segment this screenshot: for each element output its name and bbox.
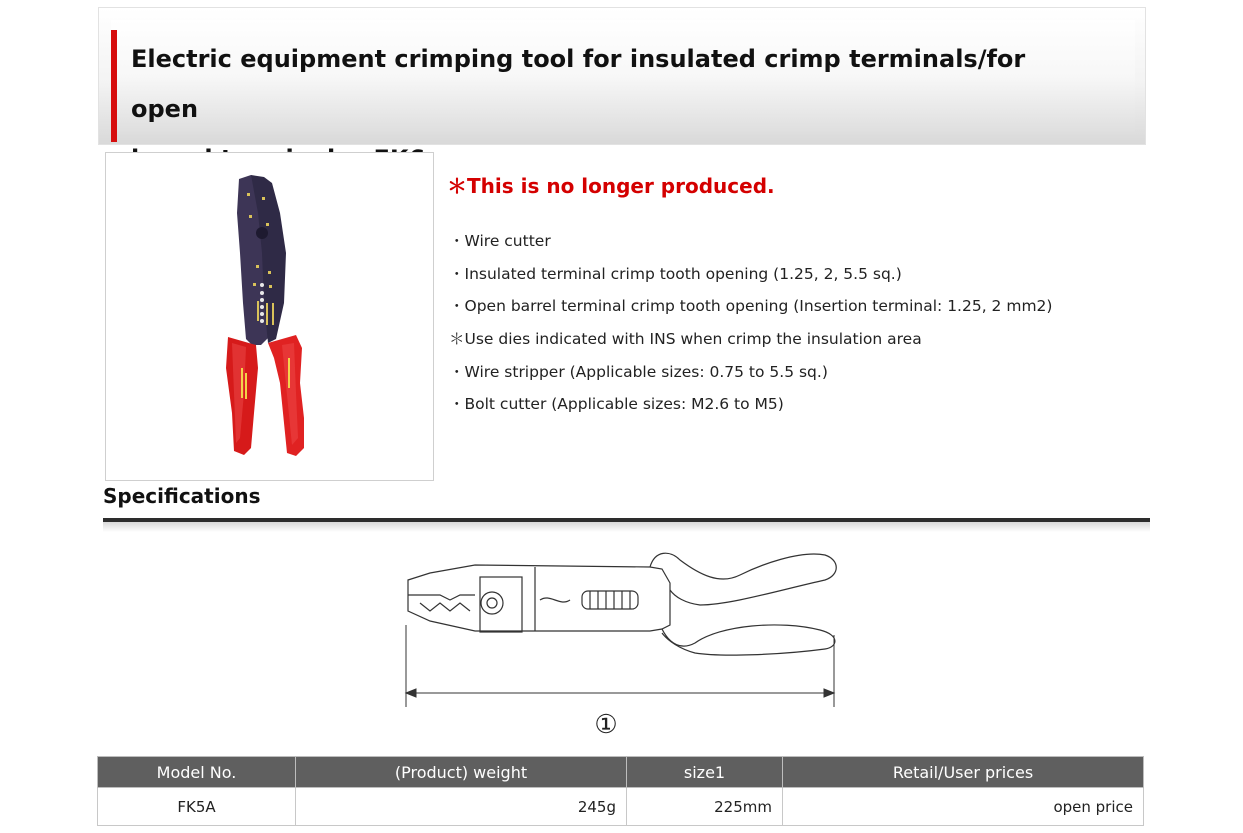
dimension-marker: ① [594, 710, 618, 740]
table-header-row [98, 757, 1144, 788]
feature-item: ・Bolt cutter (Applicable sizes: M2.6 to M5) [449, 395, 784, 414]
title-accent-bar [111, 30, 117, 142]
size-cell: 225mm [627, 788, 783, 826]
feature-item: ・Wire cutter [449, 232, 551, 250]
feature-list [449, 226, 1052, 422]
column-header: Model No. [98, 757, 296, 788]
tool-dimension-diagram [400, 545, 845, 745]
title-banner [98, 7, 1146, 145]
model-cell: FK5A [98, 788, 296, 826]
discontinued-notice: ＊This is no longer produced. [447, 174, 775, 198]
feature-item: ・Open barrel terminal crimp tooth opening (Insertion terminal: 1.25, 2 mm2) [449, 297, 1053, 316]
title-inner [111, 20, 1135, 134]
specifications-table [97, 756, 1144, 826]
column-header: size1 [627, 757, 783, 788]
page-title-line1: Electric equipment crimping tool for insulated crimp terminals/for open [131, 45, 1026, 123]
specifications-heading: Specifications [103, 484, 261, 508]
feature-item: ・Wire stripper (Applicable sizes: 0.75 to 5.5 sq.) [449, 362, 828, 381]
table-row [98, 788, 1144, 826]
weight-cell: 245g [296, 788, 627, 826]
feature-item: ＊Use dies indicated with INS when crimp the insulation area [449, 330, 922, 349]
column-header: (Product) weight [296, 757, 627, 788]
product-image [105, 152, 434, 481]
section-divider-shadow [103, 522, 1150, 532]
crimping-tool-photo-icon [106, 153, 433, 480]
feature-item: ・Insulated terminal crimp tooth opening (1.25, 2, 5.5 sq.) [449, 264, 902, 283]
column-header: Retail/User prices [783, 757, 1144, 788]
price-cell: open price [783, 788, 1144, 826]
